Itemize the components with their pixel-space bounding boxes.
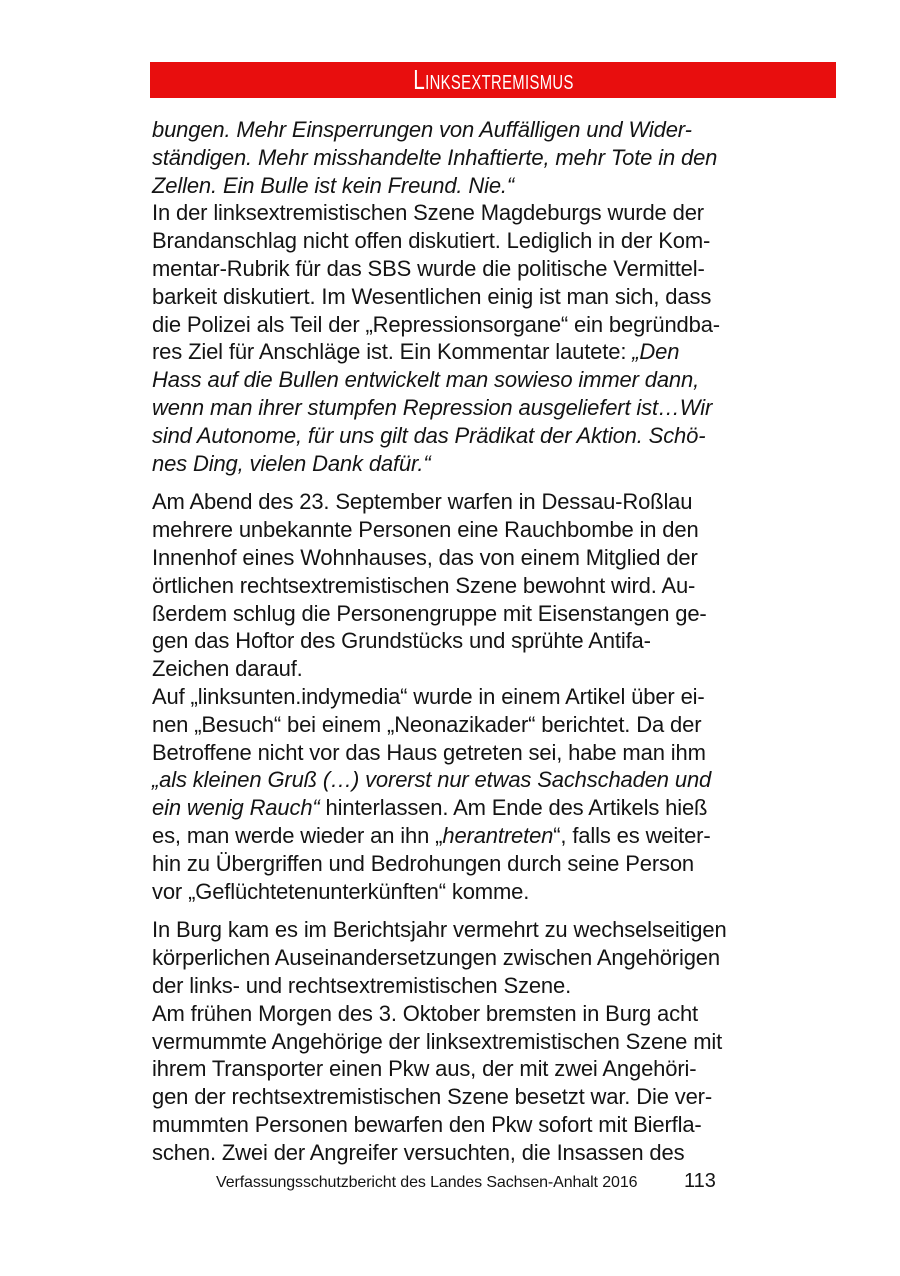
body-paragraph — [152, 916, 802, 1166]
text-segment-italic: wenn man ihrer stumpfen Repression ausgeliefert ist…Wir — [152, 394, 713, 420]
text-line — [152, 1083, 802, 1111]
text-segment: schen. Zwei der Angreifer versuchten, die Insassen des — [152, 1139, 685, 1165]
text-segment-italic: nes Ding, vielen Dank dafür.“ — [152, 450, 431, 476]
text-segment: nen „Besuch“ bei einem „Neonazikader“ berichtet. Da der — [152, 711, 702, 737]
text-segment: ihrem Transporter einen Pkw aus, der mit zwei Angehöri- — [152, 1056, 697, 1082]
text-segment: Auf „linksunten.indymedia“ wurde in einem Artikel über ei- — [152, 683, 705, 709]
text-segment: barkeit diskutiert. Im Wesentlichen einig ist man sich, dass — [152, 283, 712, 309]
text-line — [152, 916, 802, 944]
text-line — [152, 711, 802, 739]
text-segment: örtlichen rechtsextremistischen Szene bewohnt wird. Au- — [152, 572, 696, 598]
page-number: 113 — [684, 1170, 716, 1192]
text-segment: vermummte Angehörige der linksextremistischen Szene mit — [152, 1028, 723, 1054]
text-segment: ßerdem schlug die Personengruppe mit Eisenstangen ge- — [152, 600, 707, 626]
text-segment: Zeichen darauf. — [152, 656, 303, 682]
text-line — [152, 172, 802, 200]
text-segment-italic: ständigen. Mehr misshandelte Inhaftierte, mehr Tote in den — [152, 144, 718, 170]
body-text — [152, 116, 802, 1166]
text-segment: res Ziel für Anschläge ist. Ein Kommentar lautete: — [152, 339, 633, 365]
text-line — [152, 488, 802, 516]
text-segment: In Burg kam es im Berichtsjahr vermehrt zu wechselseitigen — [152, 917, 727, 943]
text-segment-italic: Hass auf die Bullen entwickelt man sowieso immer dann, — [152, 367, 700, 393]
text-line — [152, 338, 802, 366]
text-line — [152, 544, 802, 572]
text-segment-italic: Zellen. Ein Bulle ist kein Freund. Nie.“ — [152, 172, 515, 198]
body-paragraph — [152, 116, 802, 477]
text-segment: Am Abend des 23. September warfen in Dessau-Roßlau — [152, 489, 693, 515]
text-segment: der links- und rechtsextremistischen Szene. — [152, 972, 572, 998]
text-line — [152, 1139, 802, 1167]
footer-text: Verfassungsschutzbericht des Landes Sachsen-Anhalt 2016 — [216, 1174, 638, 1191]
text-line — [152, 116, 802, 144]
text-segment: mehrere unbekannte Personen eine Rauchbombe in den — [152, 517, 699, 543]
text-segment: hin zu Übergriffen und Bedrohungen durch seine Person — [152, 850, 695, 876]
text-line — [152, 283, 802, 311]
text-line — [152, 739, 802, 767]
text-line — [152, 683, 802, 711]
text-segment: mummten Personen bewarfen den Pkw sofort mit Bierfla- — [152, 1111, 702, 1137]
text-segment: es, man werde wieder an ihn „ — [152, 822, 443, 848]
text-segment-italic: bungen. Mehr Einsperrungen von Auffälligen und Wider- — [152, 117, 692, 142]
text-line — [152, 972, 802, 1000]
text-line — [152, 600, 802, 628]
text-line — [152, 199, 802, 227]
text-line — [152, 1055, 802, 1083]
page-title: Linksextremismus — [412, 64, 574, 95]
text-line — [152, 850, 802, 878]
text-line — [152, 311, 802, 339]
text-segment-italic: „als kleinen Gruß (…) vorerst nur etwas Sachschaden und — [152, 767, 712, 793]
text-line — [152, 366, 802, 394]
text-segment: vor „Geflüchtetenunterkünften“ komme. — [152, 878, 530, 904]
text-segment: “, falls es weiter- — [553, 822, 711, 848]
text-line — [152, 1111, 802, 1139]
text-line — [152, 394, 802, 422]
text-segment-italic: „Den — [632, 339, 680, 365]
text-line — [152, 655, 802, 683]
text-line — [152, 572, 802, 600]
text-segment: die Polizei als Teil der „Repressionsorgane“ ein begründba- — [152, 311, 720, 337]
text-line — [152, 878, 802, 906]
body-paragraph — [152, 488, 802, 905]
text-segment: gen der rechtsextremistischen Szene besetzt war. Die ver- — [152, 1084, 713, 1110]
text-segment: Am frühen Morgen des 3. Oktober bremsten in Burg acht — [152, 1000, 698, 1026]
text-segment: In der linksextremistischen Szene Magdeburgs wurde der — [152, 200, 704, 226]
text-segment: körperlichen Auseinandersetzungen zwischen Angehörigen — [152, 945, 720, 971]
text-line — [152, 766, 802, 794]
text-segment: Innenhof eines Wohnhauses, das von einem Mitglied der — [152, 544, 698, 570]
text-line — [152, 422, 802, 450]
text-line — [152, 144, 802, 172]
text-line — [152, 450, 802, 478]
text-segment: Betroffene nicht vor das Haus getreten sei, habe man ihm — [152, 739, 706, 765]
text-line — [152, 227, 802, 255]
text-line — [152, 516, 802, 544]
text-line — [152, 627, 802, 655]
text-segment: gen das Hoftor des Grundstücks und sprühte Antifa- — [152, 628, 651, 654]
text-segment-italic: herantreten — [442, 822, 554, 848]
section-header-banner — [150, 62, 836, 98]
text-line — [152, 944, 802, 972]
text-line — [152, 255, 802, 283]
text-segment: Brandanschlag nicht offen diskutiert. Lediglich in der Kom- — [152, 228, 711, 254]
text-line — [152, 1028, 802, 1056]
text-line — [152, 794, 802, 822]
text-line — [152, 1000, 802, 1028]
text-line — [152, 822, 802, 850]
text-segment-italic: sind Autonome, für uns gilt das Prädikat der Aktion. Schö- — [152, 422, 706, 448]
text-segment-italic: ein wenig Rauch“ — [152, 795, 320, 821]
text-segment: mentar-Rubrik für das SBS wurde die politische Vermittel- — [152, 255, 705, 281]
text-segment: hinterlassen. Am Ende des Artikels hieß — [319, 795, 708, 821]
